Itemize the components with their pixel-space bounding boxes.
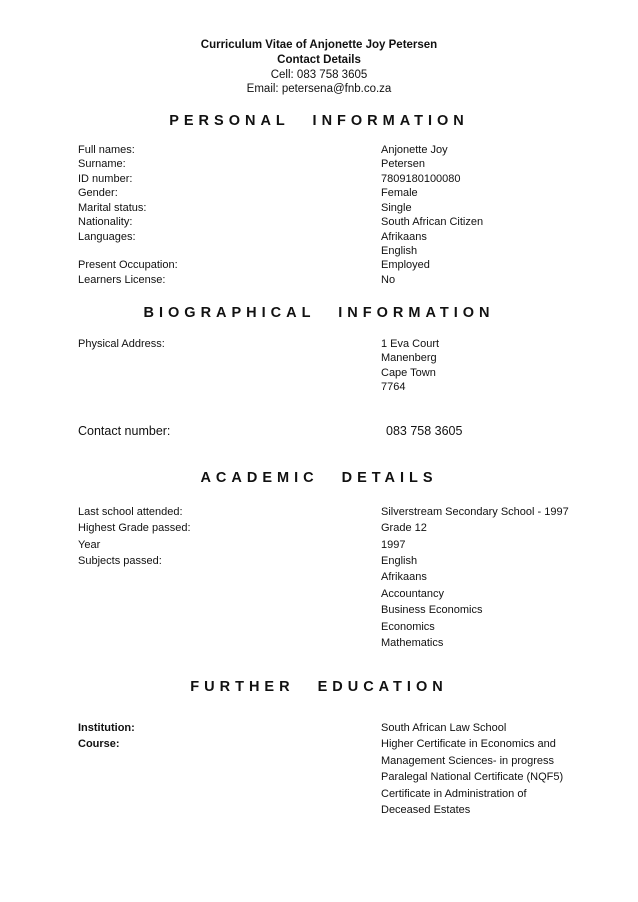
nationality-value: South African Citizen bbox=[381, 216, 484, 228]
gender-value: Female bbox=[381, 187, 418, 199]
marital-status-value: Single bbox=[381, 202, 412, 214]
subject-item: Mathematics bbox=[381, 637, 444, 649]
full-names-value: Anjonette Joy bbox=[381, 144, 448, 156]
id-number-label: ID number: bbox=[78, 173, 133, 185]
present-occupation-label: Present Occupation: bbox=[78, 259, 178, 271]
address-line-2: Manenberg bbox=[381, 352, 437, 364]
last-school-value: Silverstream Secondary School - 1997 bbox=[381, 506, 569, 518]
present-occupation-value: Employed bbox=[381, 259, 430, 271]
languages-value-2: English bbox=[381, 245, 418, 257]
course-line: Certificate in Administration of bbox=[381, 788, 527, 800]
id-number-value: 7809180100080 bbox=[381, 173, 461, 185]
institution-label: Institution: bbox=[78, 722, 135, 734]
learners-license-label: Learners License: bbox=[78, 274, 166, 286]
learners-license-value: No bbox=[381, 274, 396, 286]
contact-number-label: Contact number: bbox=[78, 424, 171, 438]
cell-number: Cell: 083 758 3605 bbox=[270, 69, 368, 81]
languages-value: Afrikaans bbox=[381, 231, 427, 243]
subject-item: English bbox=[381, 555, 418, 567]
subjects-passed-label: Subjects passed: bbox=[78, 555, 162, 567]
academic-details-heading: ACADEMIC DETAILS bbox=[200, 470, 438, 486]
marital-status-label: Marital status: bbox=[78, 202, 147, 214]
course-label: Course: bbox=[78, 738, 120, 750]
year-label: Year bbox=[78, 539, 101, 551]
subject-item: Afrikaans bbox=[381, 571, 427, 583]
course-line: Deceased Estates bbox=[381, 804, 471, 816]
course-line: Management Sciences- in progress bbox=[381, 755, 555, 767]
address-line-3: Cape Town bbox=[381, 367, 436, 379]
institution-value: South African Law School bbox=[381, 722, 507, 734]
nationality-label: Nationality: bbox=[78, 216, 133, 228]
full-names-label: Full names: bbox=[78, 144, 135, 156]
gender-label: Gender: bbox=[78, 187, 118, 199]
surname-value: Petersen bbox=[381, 158, 426, 170]
subject-item: Economics bbox=[381, 621, 435, 633]
highest-grade-value: Grade 12 bbox=[381, 522, 427, 534]
cv-title: Curriculum Vitae of Anjonette Joy Petersen bbox=[200, 39, 438, 51]
further-education-heading: FURTHER EDUCATION bbox=[190, 679, 448, 695]
highest-grade-label: Highest Grade passed: bbox=[78, 522, 191, 534]
last-school-label: Last school attended: bbox=[78, 506, 183, 518]
contact-number-value: 083 758 3605 bbox=[386, 424, 463, 438]
languages-label: Languages: bbox=[78, 231, 136, 243]
year-value: 1997 bbox=[381, 539, 406, 551]
address-line-1: 1 Eva Court bbox=[381, 338, 440, 350]
subject-item: Accountancy bbox=[381, 588, 444, 600]
biographical-information-heading: BIOGRAPHICAL INFORMATION bbox=[143, 305, 495, 321]
subject-item: Business Economics bbox=[381, 604, 483, 616]
course-line: Higher Certificate in Economics and bbox=[381, 738, 556, 750]
course-line: Paralegal National Certificate (NQF5) bbox=[381, 771, 564, 783]
physical-address-label: Physical Address: bbox=[78, 338, 165, 350]
surname-label: Surname: bbox=[78, 158, 126, 170]
contact-details-heading: Contact Details bbox=[277, 54, 361, 66]
address-line-4: 7764 bbox=[381, 381, 406, 393]
email-address: Email: petersena@fnb.co.za bbox=[246, 83, 392, 95]
personal-information-heading: PERSONAL INFORMATION bbox=[169, 113, 469, 129]
